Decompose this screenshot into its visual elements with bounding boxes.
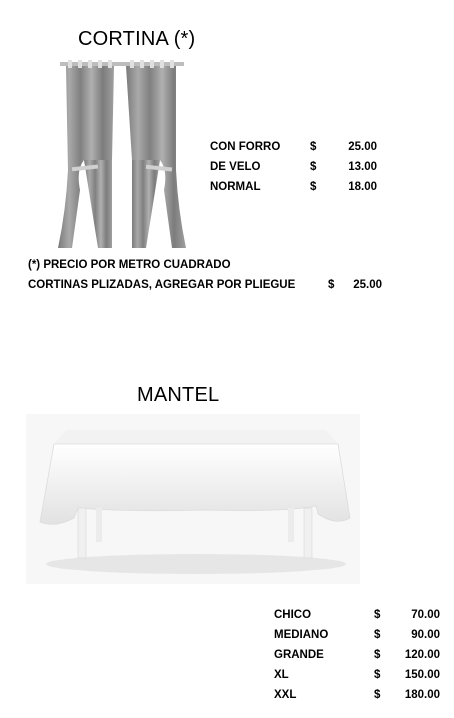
price-label: XXL [274,689,297,701]
price-value: 70.00 [411,609,440,621]
price-label: NORMAL [210,181,261,193]
currency-symbol: $ [310,161,317,173]
price-value: 90.00 [411,629,440,641]
price-label: CORTINAS PLIZADAS, AGREGAR POR PLIEGUE [28,279,296,291]
currency-symbol: $ [328,279,335,291]
price-value: 18.00 [348,181,377,193]
cortina-note: (*) PRECIO POR METRO CUADRADO [28,259,231,271]
price-label: GRANDE [274,649,324,661]
currency-symbol: $ [310,141,317,153]
price-value: 25.00 [348,141,377,153]
price-label: MEDIANO [274,629,329,641]
cortina-title: CORTINA (*) [78,28,196,50]
price-label: XL [274,669,289,681]
curtain-image [54,60,194,250]
currency-symbol: $ [374,689,381,701]
price-value: 150.00 [404,669,440,681]
price-value: 180.00 [404,689,440,701]
currency-symbol: $ [374,609,381,621]
currency-symbol: $ [374,649,381,661]
price-value: 13.00 [348,161,377,173]
price-value: 120.00 [404,649,440,661]
price-value: 25.00 [353,279,382,291]
currency-symbol: $ [374,669,381,681]
currency-symbol: $ [310,181,317,193]
currency-symbol: $ [374,629,381,641]
price-label: DE VELO [210,161,261,173]
mantel-title: MANTEL [137,384,220,406]
price-label: CON FORRO [210,141,281,153]
price-label: CHICO [274,609,312,621]
tablecloth-image [26,414,360,584]
